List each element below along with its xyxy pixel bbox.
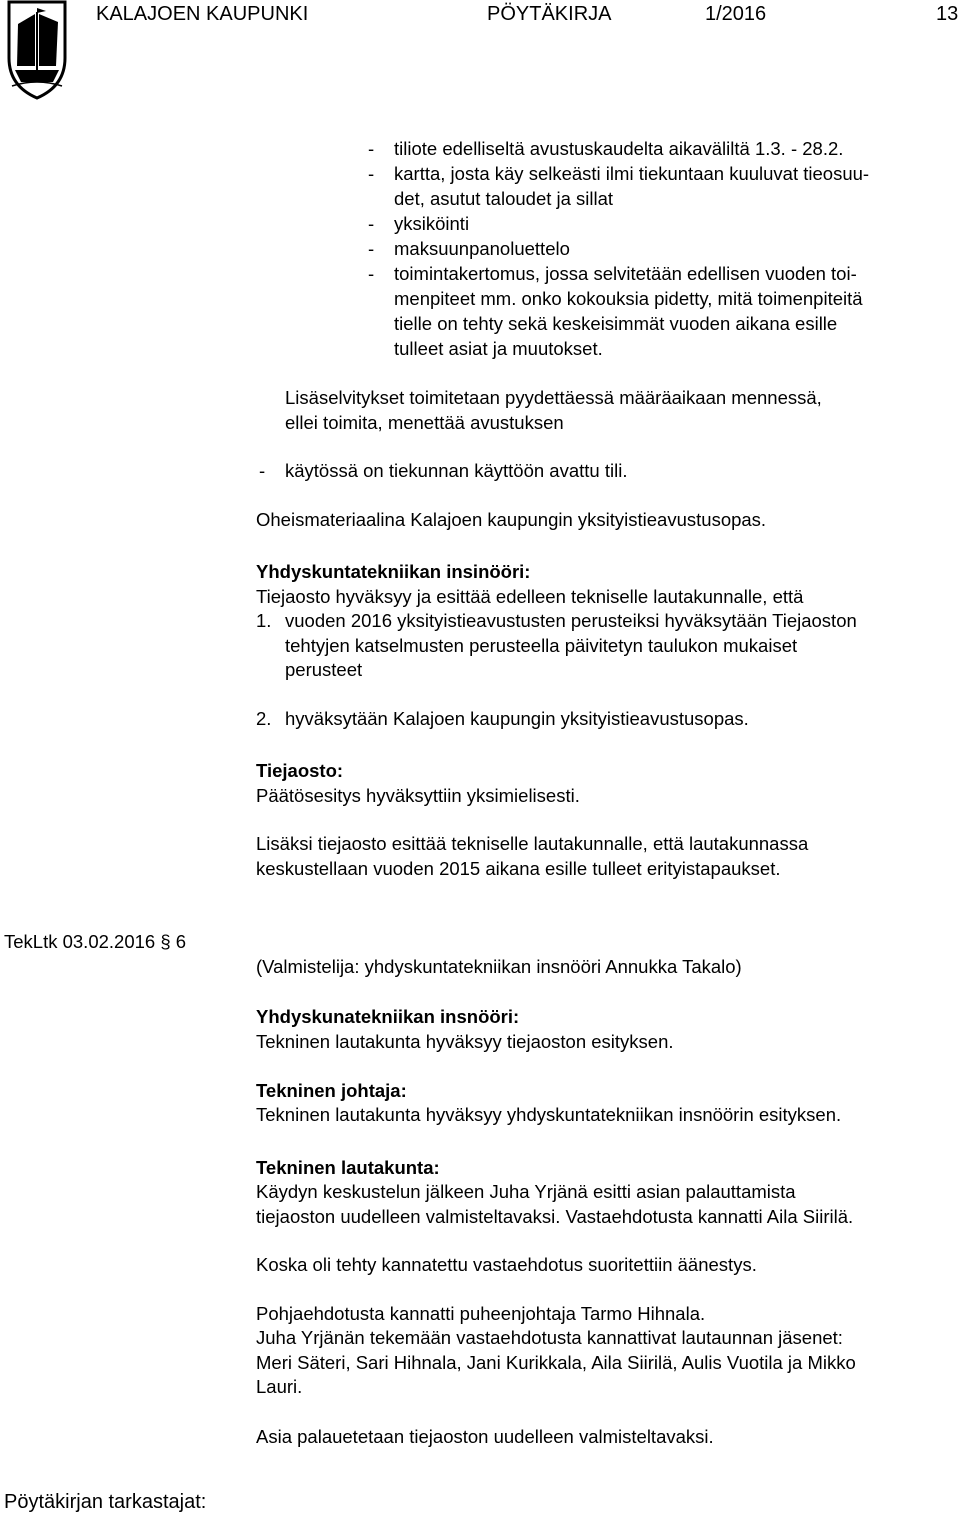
list-item-line: kartta, josta käy selkeästi ilmi tiekuntaan kuuluvat tieosuu- xyxy=(394,163,870,184)
proposal-item-line: perusteet xyxy=(285,659,363,680)
johtaja-text: Tekninen lautakunta hyväksyy yhdyskuntatekniikan insnöörin esityksen. xyxy=(256,1104,842,1125)
lisaselvitykset-line: Lisäselvitykset toimitetaan pyydettäessä määräaikaan mennessä, xyxy=(285,387,822,408)
proposal-item-line: hyväksytään Kalajoen kaupungin yksityistieavustusopas. xyxy=(285,708,749,729)
list-dash: - xyxy=(368,213,375,234)
kaytossa-text: käytössä on tiekunnan käyttöön avattu tili. xyxy=(285,460,628,481)
decision-text: Asia palauetetaan tiejaoston uudelleen valmisteltavaksi. xyxy=(256,1426,714,1447)
list-item-line: maksuunpanoluettelo xyxy=(394,238,570,259)
kalajoki-crest-logo xyxy=(6,0,68,100)
proposal2-text: Tekninen lautakunta hyväksyy tiejaoston esityksen. xyxy=(256,1031,674,1052)
lautakunta-heading: Tekninen lautakunta: xyxy=(256,1157,440,1178)
list-item-line: det, asutut taloudet ja sillat xyxy=(394,188,614,209)
proposal-item-number: 1. xyxy=(256,610,272,631)
list-item-line: tulleet asiat ja muutokset. xyxy=(394,338,603,359)
section-sign: § xyxy=(160,931,171,952)
lisaksi-line: keskustellaan vuoden 2015 aikana esille tulleet erityistapaukset. xyxy=(256,858,781,879)
proposal-item-number: 2. xyxy=(256,708,272,729)
list-dash: - xyxy=(368,263,375,284)
list-dash: - xyxy=(259,460,266,481)
tiejaosto-heading: Tiejaosto: xyxy=(256,760,344,781)
list-item-line: menpiteet mm. onko kokouksia pidetty, mitä toimenpiteitä xyxy=(394,288,863,309)
section-marker xyxy=(4,930,186,954)
section-number: 6 xyxy=(175,931,187,952)
lisaksi-line: Lisäksi tiejaosto esittää tekniselle lautakunnalle, että lautakunnassa xyxy=(256,833,809,854)
proposal2-heading: Yhdyskunatekniikan insnööri: xyxy=(256,1006,520,1027)
list-dash: - xyxy=(368,163,375,184)
list-item-line: yksiköinti xyxy=(394,213,470,234)
header-doc-type: PÖYTÄKIRJA xyxy=(487,3,612,25)
proposal-item-line: tehtyjen katselmusten perusteella päivitetyn taulukon mukaiset xyxy=(285,635,798,656)
aanestys-text: Koska oli tehty kannatettu vastaehdotus suoritettiin äänestys. xyxy=(256,1254,757,1275)
voting-line: Juha Yrjänän tekemään vastaehdotusta kannattivat lautaunnan jäsenet: xyxy=(256,1327,843,1348)
footer-signatories-label: Pöytäkirjan tarkastajat: xyxy=(4,1491,207,1513)
tiejaosto-decision: Päätösesitys hyväksyttiin yksimielisesti. xyxy=(256,785,580,806)
voting-line: Meri Säteri, Sari Hihnala, Jani Kurikkala, Aila Siirilä, Aulis Vuotila ja Mikko xyxy=(256,1352,856,1373)
header-page-number: 13 xyxy=(936,3,959,25)
proposal1-intro: Tiejaosto hyväksyy ja esittää edelleen tekniselle lautakunnalle, että xyxy=(256,586,804,607)
section-label: TekLtk 03.02.2016 xyxy=(4,931,156,952)
oheismateriaali-text: Oheismateriaalina Kalajoen kaupungin yksityistieavustusopas. xyxy=(256,509,767,530)
lautakunta-line: tiejaoston uudelleen valmisteltavaksi. Vastaehdotusta kannatti Aila Siirilä. xyxy=(256,1206,854,1227)
list-item-line: tielle on tehty sekä keskeisimmät vuoden aikana esille xyxy=(394,313,838,334)
valmistelija-text: (Valmistelija: yhdyskuntatekniikan insnööri Annukka Takalo) xyxy=(256,956,742,977)
header-number: 1/2016 xyxy=(705,3,767,25)
list-item-line: toimintakertomus, jossa selvitetään edellisen vuoden toi- xyxy=(394,263,857,284)
proposal1-heading: Yhdyskuntatekniikan insinööri: xyxy=(256,561,531,582)
lisaselvitykset-line: ellei toimita, menettää avustuksen xyxy=(285,412,564,433)
list-dash: - xyxy=(368,238,375,259)
list-item-line: tiliote edelliseltä avustuskaudelta aikaväliltä 1.3. - 28.2. xyxy=(394,138,844,159)
johtaja-heading: Tekninen johtaja: xyxy=(256,1080,407,1101)
header-org: KALAJOEN KAUPUNKI xyxy=(96,3,309,25)
list-dash: - xyxy=(368,138,375,159)
proposal-item-line: vuoden 2016 yksityistieavustusten perusteiksi hyväksytään Tiejaoston xyxy=(285,610,857,631)
lautakunta-line: Käydyn keskustelun jälkeen Juha Yrjänä esitti asian palauttamista xyxy=(256,1181,796,1202)
voting-line: Lauri. xyxy=(256,1376,303,1397)
voting-line: Pohjaehdotusta kannatti puheenjohtaja Tarmo Hihnala. xyxy=(256,1303,706,1324)
